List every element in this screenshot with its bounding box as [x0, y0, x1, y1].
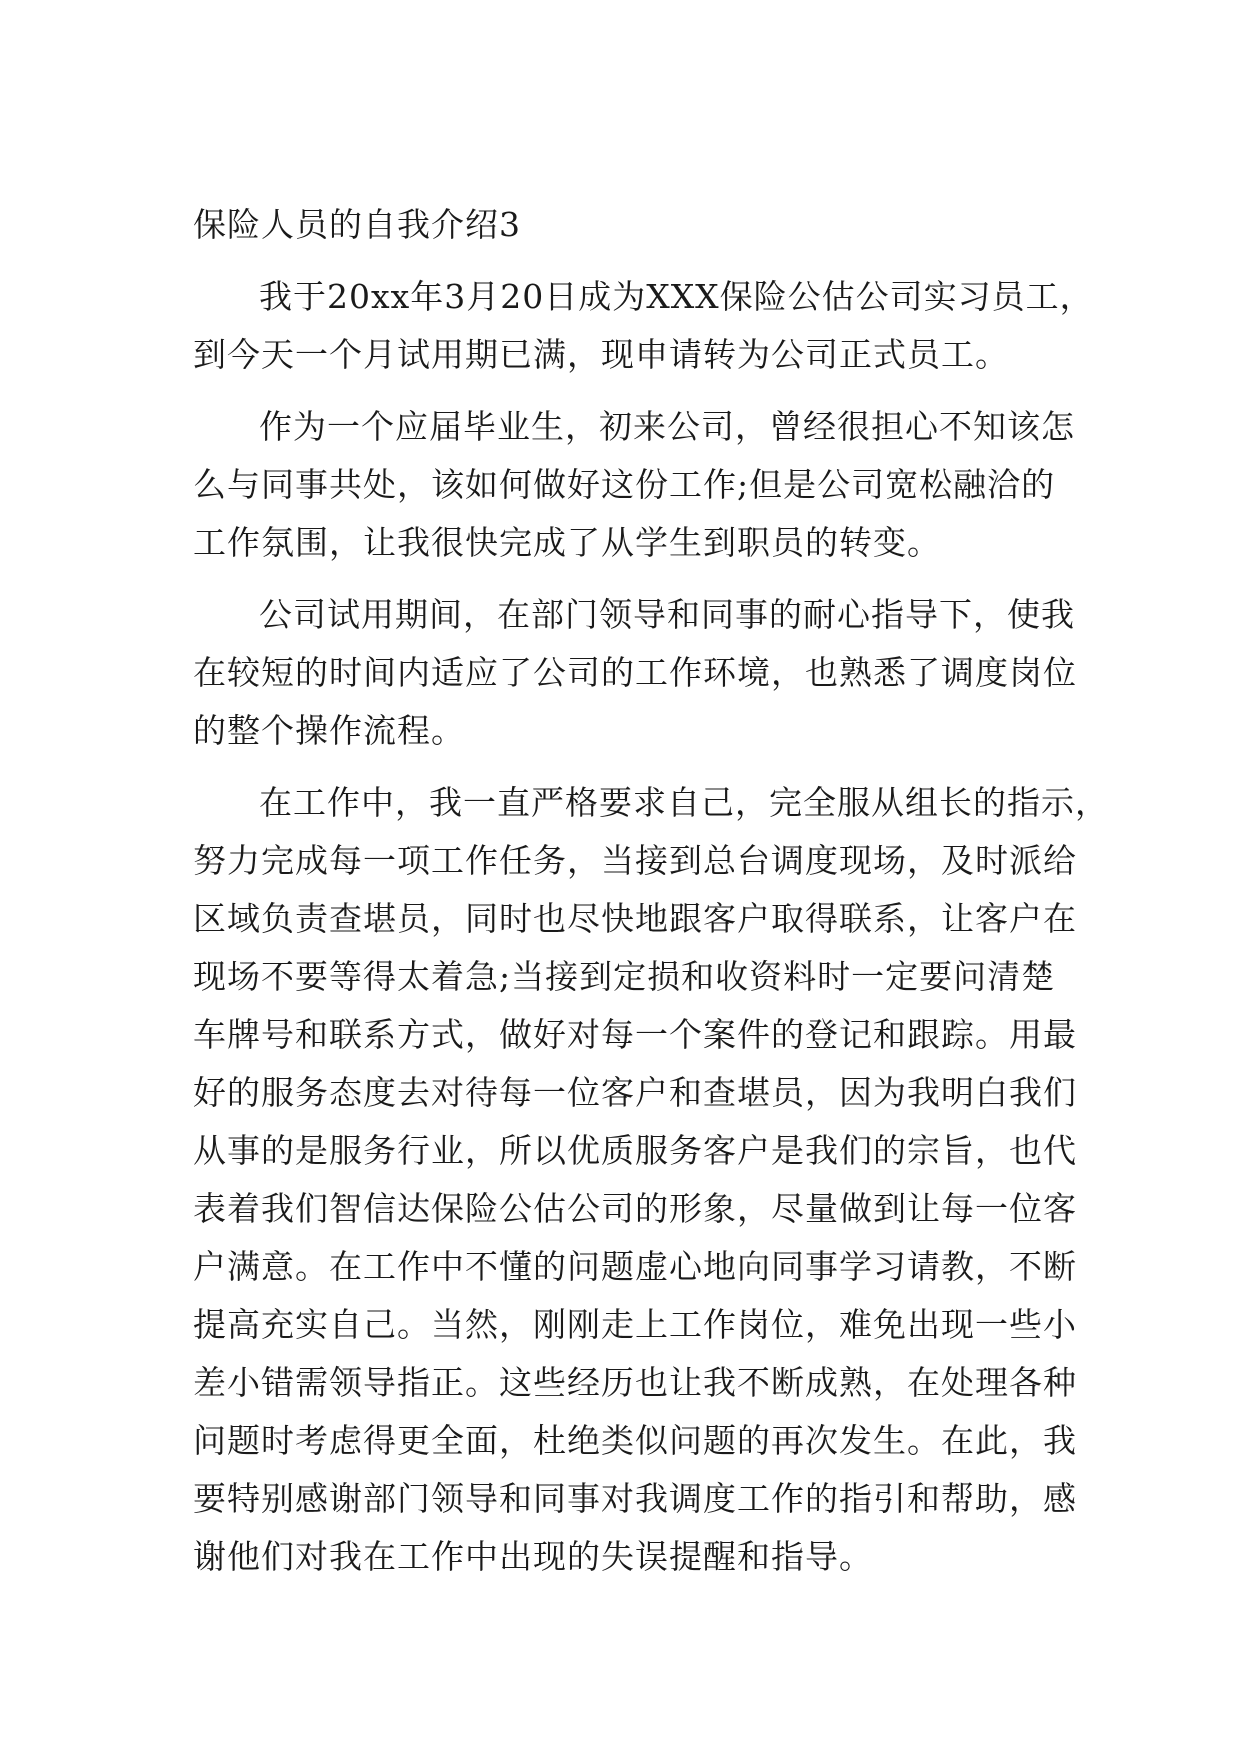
paragraph-line: 我于20xx年3月20日成为XXX保险公估公司实习员工， [259, 277, 1094, 316]
paragraph-line: 表着我们智信达保险公估公司的形象，尽量做到让每一位客 [193, 1189, 1077, 1228]
paragraph-4 [193, 774, 1109, 1586]
paragraph-line: 么与同事共处，该如何做好这份工作;但是公司宽松融洽的 [193, 465, 1056, 504]
paragraph-line: 提高充实自己。当然，刚刚走上工作岗位，难免出现一些小 [193, 1305, 1077, 1344]
paragraph-line: 户满意。在工作中不懂的问题虚心地向同事学习请教，不断 [193, 1247, 1077, 1286]
paragraph-1 [193, 268, 1093, 384]
document-body [193, 205, 1109, 1600]
paragraph-line: 到今天一个月试用期已满，现申请转为公司正式员工。 [193, 335, 1009, 374]
paragraph-line: 作为一个应届毕业生，初来公司，曾经很担心不知该怎 [259, 407, 1075, 446]
paragraph-line: 努力完成每一项工作任务，当接到总台调度现场，及时派给 [193, 841, 1077, 880]
paragraph-line: 在工作中，我一直严格要求自己，完全服从组长的指示， [259, 783, 1109, 822]
paragraph-line: 在较短的时间内适应了公司的工作环境，也熟悉了调度岗位 [193, 653, 1077, 692]
paragraph-line: 现场不要等得太着急;当接到定损和收资料时一定要问清楚 [193, 957, 1056, 996]
paragraph-line: 公司试用期间，在部门领导和同事的耐心指导下，使我 [259, 595, 1075, 634]
paragraph-line: 谢他们对我在工作中出现的失误提醒和指导。 [193, 1537, 873, 1576]
paragraph-line: 从事的是服务行业，所以优质服务客户是我们的宗旨，也代 [193, 1131, 1077, 1170]
paragraph-line: 的整个操作流程。 [193, 711, 465, 750]
paragraph-line: 问题时考虑得更全面，杜绝类似问题的再次发生。在此，我 [193, 1421, 1077, 1460]
paragraph-line: 工作氛围，让我很快完成了从学生到职员的转变。 [193, 523, 941, 562]
paragraph-3 [193, 586, 1093, 760]
paragraph-2 [193, 398, 1093, 572]
paragraph-line: 差小错需领导指正。这些经历也让我不断成熟，在处理各种 [193, 1363, 1077, 1402]
paragraph-line: 好的服务态度去对待每一位客户和查堪员，因为我明白我们 [193, 1073, 1077, 1112]
paragraph-line: 车牌号和联系方式，做好对每一个案件的登记和跟踪。用最 [193, 1015, 1077, 1054]
paragraph-line: 要特别感谢部门领导和同事对我调度工作的指引和帮助，感 [193, 1479, 1077, 1518]
paragraph-line: 区域负责查堪员，同时也尽快地跟客户取得联系，让客户在 [193, 899, 1077, 938]
document-title: 保险人员的自我介绍3 [193, 205, 521, 244]
